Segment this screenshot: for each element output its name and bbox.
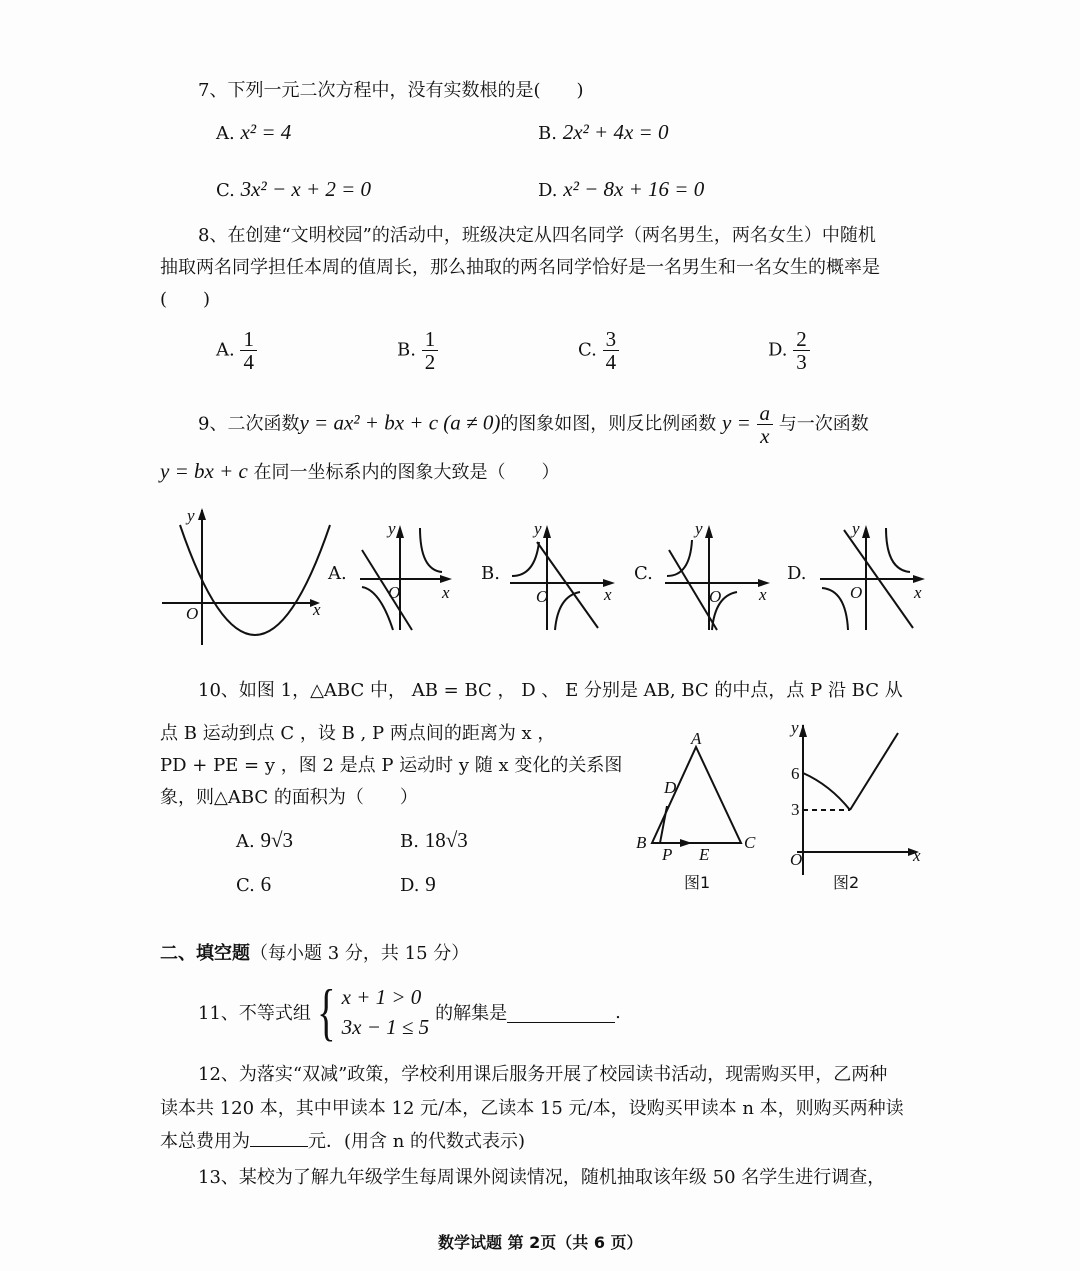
q10-line4: 象，则△ABC 的面积为（ ） xyxy=(160,787,418,808)
q7-option-b: B. 2x² + 4x = 0 xyxy=(538,120,669,144)
q12-line1: 12、为落实“双减”政策，学校利用课后服务开展了校园读书活动，现需购买甲，乙两种 xyxy=(198,1064,888,1085)
svg-text:O: O xyxy=(186,604,199,623)
q9-option-d-label: D. xyxy=(787,563,807,584)
q7-option-a: A. x² = 4 xyxy=(216,120,292,144)
q9-option-b-label: B. xyxy=(481,563,500,584)
q8-line2: 抽取两名同学担任本周的值周长，那么抽取的两名同学恰好是一名男生和一名女生的概率是 xyxy=(160,257,880,278)
q9-option-a-label: A. xyxy=(328,563,347,584)
q7-option-c: C. 3x² − x + 2 = 0 xyxy=(216,177,372,201)
svg-text:x: x xyxy=(759,585,767,604)
page-footer: 数学试题 第 2页（共 6 页） xyxy=(438,1233,643,1252)
q10-figure-2-graph xyxy=(785,715,925,895)
q10-option-c: C. 6 xyxy=(236,872,272,896)
q12-line3: 本总费用为 元．(用含 n 的代数式表示) xyxy=(160,1127,525,1153)
svg-text:y: y xyxy=(791,718,799,737)
svg-text:E: E xyxy=(699,845,710,864)
q10-option-d: D. 9 xyxy=(400,872,436,896)
q8-line1: 8、在创建“文明校园”的活动中，班级决定从四名同学（两名男生，两名女生）中随机 xyxy=(198,225,876,246)
q12-answer-blank[interactable] xyxy=(250,1128,308,1147)
q12-line2: 读本共 120 本，其中甲读本 12 元/本，乙读本 15 元/本，设购买甲读本 n 本，则购买两种读 xyxy=(160,1098,904,1119)
q9-parabola-graph xyxy=(160,505,330,645)
svg-text:图1: 图1 xyxy=(684,873,711,892)
svg-text:B: B xyxy=(636,833,647,852)
q10-option-b: B. 18√3 xyxy=(400,828,468,852)
q9-line1: 9、二次函数y = ax² + bx + c (a ≠ 0)的图象如图，则反比例函数 y = $\frac{a}{x}$ 与一次函数 xyxy=(198,401,869,448)
svg-text:y: y xyxy=(187,506,195,525)
q9-graph-c xyxy=(665,520,775,630)
svg-text:P: P xyxy=(662,845,673,864)
q8-option-d: D. $\frac{2}{3}$ xyxy=(768,328,810,373)
svg-text:6: 6 xyxy=(791,764,800,783)
svg-text:O: O xyxy=(536,587,549,606)
q9-option-c-label: C. xyxy=(634,563,653,584)
q10-figure-1-triangle xyxy=(630,729,760,895)
svg-text:y: y xyxy=(695,519,703,538)
q10-line2: 点 B 运动到点 C ，设 B , P 两点间的距离为 x ， xyxy=(160,723,556,744)
section-2-heading: 二、填空题（每小题 3 分，共 15 分） xyxy=(160,943,470,964)
svg-text:A: A xyxy=(691,729,702,748)
q9-graph-d xyxy=(820,520,930,630)
svg-text:x: x xyxy=(604,585,612,604)
svg-text:O: O xyxy=(709,587,722,606)
svg-text:x: x xyxy=(913,846,921,865)
svg-text:y: y xyxy=(388,519,396,538)
q13-line1: 13、某校为了解九年级学生每周课外阅读情况，随机抽取该年级 50 名学生进行调查， xyxy=(198,1167,886,1188)
q8-option-b: B. $\frac{1}{2}$ xyxy=(397,328,438,373)
q7-stem: 7、下列一元二次方程中，没有实数根的是( ) xyxy=(198,80,584,101)
q8-option-c: C. $\frac{3}{4}$ xyxy=(578,328,619,373)
svg-text:x: x xyxy=(914,583,922,602)
q11: 11、不等式组 { x + 1 > 0 3x − 1 ≤ 5 的解集是 . xyxy=(198,976,621,1047)
svg-text:y: y xyxy=(852,519,860,538)
svg-text:3: 3 xyxy=(791,800,800,819)
q11-answer-blank[interactable] xyxy=(507,1002,615,1023)
svg-text:C: C xyxy=(744,833,756,852)
q10-option-a: A. 9√3 xyxy=(236,828,293,852)
svg-text:O: O xyxy=(790,850,803,869)
svg-text:x: x xyxy=(442,583,450,602)
q9-line2: y = bx + c 在同一坐标系内的图象大致是（ ） xyxy=(160,459,560,483)
svg-text:x: x xyxy=(313,600,321,619)
q9-graph-b xyxy=(510,520,620,630)
q8-line3: ( ) xyxy=(160,289,211,310)
q10-line1: 10、如图 1，△ABC 中， AB = BC ， D 、 E 分别是 AB, BC 的中点，点 P 沿 BC 从 xyxy=(198,680,903,701)
svg-text:O: O xyxy=(388,583,401,602)
q10-line3: PD + PE = y ，图 2 是点 P 运动时 y 随 x 变化的关系图 xyxy=(160,755,623,776)
svg-text:y: y xyxy=(534,519,542,538)
svg-text:D: D xyxy=(664,778,677,797)
q9-graph-a xyxy=(360,520,470,630)
q8-option-a: A. $\frac{1}{4}$ xyxy=(216,328,257,373)
svg-text:O: O xyxy=(850,583,863,602)
svg-text:图2: 图2 xyxy=(833,873,860,892)
q7-option-d: D. x² − 8x + 16 = 0 xyxy=(538,177,705,201)
